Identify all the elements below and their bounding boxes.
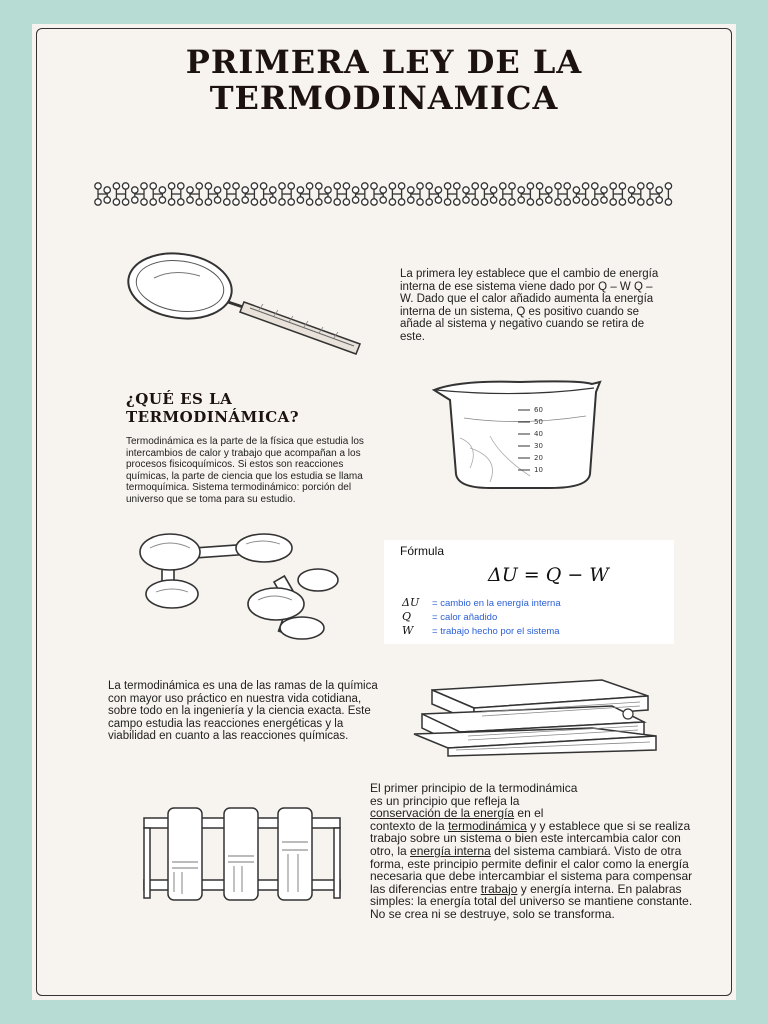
principle-s6: del sistema cambiará. Visto de otra forma, este principio permite definir el calor como la energía necesaria que debe intercambiar el sistema para compensar las diferencias entre	[370, 843, 693, 896]
principle-s5: y establece que si se realiza trabajo sobre un sistema o bien este intercambia calor con otro, la	[370, 818, 691, 858]
formula-main: ΔU = Q − W	[488, 564, 609, 586]
beaker-mark-60: 60	[534, 406, 543, 414]
what-is-text: Termodinámica es la parte de la física que estudia los intercambios de calor y trabajo que acompañan a los procesos fisicoquímicos. Si estos son reacciones químicas, la parte de ciencia que los estudia se llama termoquímica. Sistema termodinámico: porción del universo que se toma para su estudio.	[126, 436, 364, 505]
formula-row-3-symbol: W	[402, 624, 414, 637]
link-trabajo[interactable]: trabajo	[480, 881, 518, 896]
principle-s4: contexto de la	[370, 818, 449, 833]
formula-row-1-eq: =	[432, 598, 438, 609]
beaker-mark-10: 10	[534, 466, 543, 474]
principle-s7: y energía interna. En palabras simples: la energía total del universo se mantiene constante. No se crea ni se destruye, solo se transforma.	[370, 881, 693, 921]
beaker-mark-50: 50	[534, 418, 543, 426]
formula-row-2	[402, 610, 497, 623]
beaker-mark-20: 20	[534, 454, 543, 462]
formula-label: Fórmula	[400, 544, 445, 558]
intro-text: La primera ley establece que el cambio de energía interna de ese sistema viene dado por Q – W Q – W. Dado que el calor añadido aumenta la energía interna de un sistema, Q es positivo cuando se añade al sistema y negativo cuando se retira de este.	[400, 268, 659, 343]
formula-row-3-eq: =	[432, 626, 438, 637]
test-tube-rack-illustration-icon	[138, 802, 344, 906]
principle-s1: El primer principio de la termodinámica	[370, 781, 578, 795]
formula-row-1-symbol: ΔU	[402, 596, 420, 609]
book-stack-illustration-icon	[412, 676, 660, 758]
formula-row-1	[402, 596, 561, 609]
what-is-heading-line2: TERMODINÁMICA?	[126, 408, 300, 426]
what-is-heading-line1: ¿QUÉ ES LA	[126, 390, 233, 408]
formula-row-1-desc: cambio en la energía interna	[440, 598, 561, 609]
branch-text: La termodinámica es una de las ramas de la química con mayor uso práctico en nuestra vida cotidiana, sobre todo en la ingeniería y la ciencia exacta. Este campo estudia las reacciones energéticas y la viabilidad en cuanto a las reacciones químicas.	[108, 680, 378, 743]
formula-row-3-desc: trabajo hecho por el sistema	[440, 626, 560, 637]
beaker-mark-40: 40	[534, 430, 543, 438]
principle-text	[370, 782, 700, 921]
beaker-illustration-icon	[430, 378, 610, 492]
magnifying-glass-illustration-icon	[124, 248, 368, 356]
formula-row-2-desc: calor añadido	[440, 612, 498, 623]
principle-s2: es un principio que refleja la	[370, 793, 520, 808]
link-conservacion-energia[interactable]: conservación de la energía	[370, 806, 515, 821]
page-title-line2: TERMODINAMICA	[209, 79, 559, 117]
molecule-chain-divider-icon	[92, 180, 676, 210]
beaker-mark-30: 30	[534, 442, 543, 450]
link-termodinamica[interactable]: termodinámica	[448, 818, 527, 833]
link-energia-interna[interactable]: energía interna	[410, 843, 491, 858]
page-title-line1: PRIMERA LEY DE LA	[185, 43, 583, 81]
molecule-model-illustration-icon	[134, 530, 344, 642]
formula-row-2-eq: =	[432, 612, 438, 623]
principle-s3b: en el	[514, 806, 544, 821]
formula-row-3	[402, 624, 560, 637]
formula-box	[384, 540, 674, 644]
what-is-heading	[126, 390, 299, 426]
principle-s3: y	[526, 818, 537, 833]
formula-row-2-symbol: Q	[402, 610, 412, 623]
